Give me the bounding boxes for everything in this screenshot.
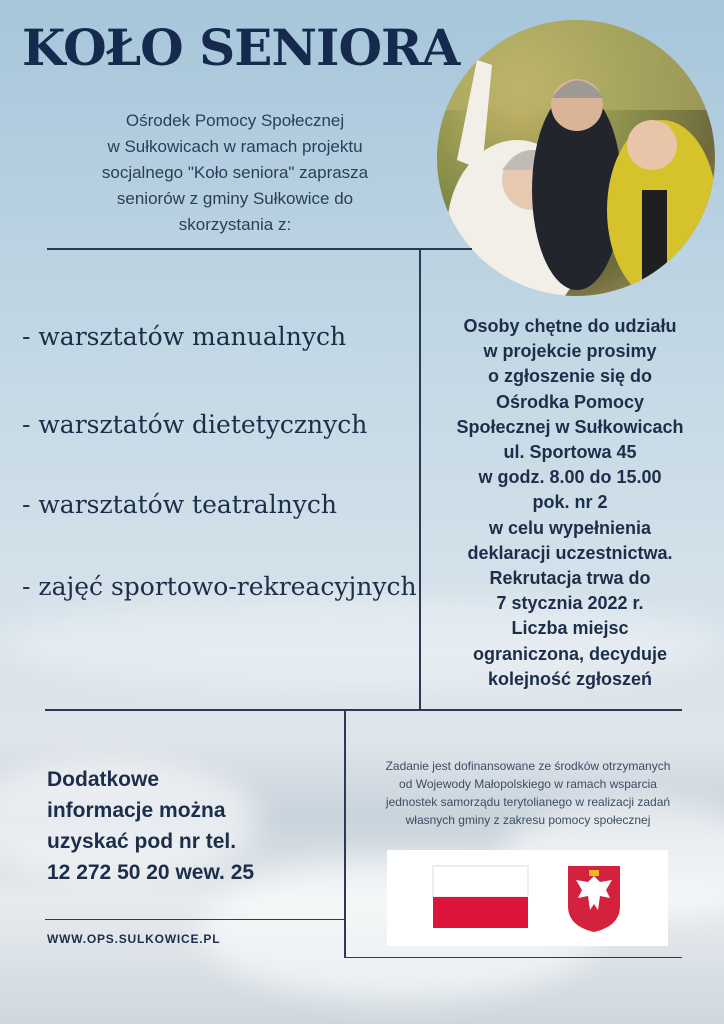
- divider: [45, 919, 345, 920]
- registration-line: ul. Sportowa 45: [503, 442, 637, 463]
- registration-line: pok. nr 2: [532, 492, 608, 513]
- divider: [419, 249, 421, 710]
- divider: [47, 248, 472, 250]
- activity-item: - warsztatów teatralnych: [22, 490, 338, 519]
- registration-line: Społecznej w Sułkowicach: [456, 416, 684, 437]
- intro-line: seniorów z gminy Sułkowice do: [116, 189, 354, 208]
- registration-line: Ośrodka Pomocy: [495, 391, 645, 412]
- contact-line: uzyskać pod nr tel.: [47, 830, 237, 853]
- national-symbols: [387, 850, 668, 946]
- funding-line: jednostek samorządu terytolianego w realizacji zadań: [385, 795, 671, 809]
- intro-line: socjalnego "Koło seniora" zaprasza: [101, 163, 369, 182]
- divider: [45, 709, 682, 711]
- registration-line: w celu wypełnienia: [488, 517, 652, 538]
- website-link[interactable]: WWW.OPS.SULKOWICE.PL: [47, 932, 221, 946]
- funding-note: [356, 757, 700, 829]
- funding-line: własnych gminy z zakresu pomocy społecznej: [405, 813, 651, 827]
- contact-line: Dodatkowe: [47, 768, 160, 791]
- intro-text: [70, 108, 400, 238]
- seniors-photo: [437, 20, 715, 296]
- phone-number: 12 272 50 20 wew. 25: [47, 861, 255, 884]
- divider: [345, 957, 682, 958]
- registration-line: ograniczona, decyduje: [472, 643, 668, 664]
- registration-line: deklaracji uczestnictwa.: [467, 542, 673, 563]
- funding-line: Zadanie jest dofinansowane ze środków otrzymanych: [385, 759, 671, 773]
- funding-line: od Wojewody Małopolskiego w ramach wsparcia: [399, 777, 657, 791]
- registration-info: [432, 314, 708, 692]
- registration-line: 7 stycznia 2022 r.: [496, 593, 644, 614]
- polish-flag-icon: [433, 866, 528, 928]
- poster-title: KOŁO SENIORA: [22, 18, 460, 77]
- intro-line: skorzystania z:: [178, 215, 292, 234]
- activity-item: - zajęć sportowo-rekreacyjnych: [22, 572, 417, 601]
- contact-line: informacje można: [47, 799, 226, 822]
- registration-line: Liczba miejsc: [511, 618, 629, 639]
- registration-line: o zgłoszenie się do: [487, 366, 653, 387]
- intro-line: Ośrodek Pomocy Społecznej: [125, 111, 345, 130]
- polish-eagle-emblem-icon: [568, 866, 620, 932]
- registration-line: w projekcie prosimy: [483, 341, 657, 362]
- registration-line: kolejność zgłoszeń: [487, 668, 653, 689]
- activity-item: - warsztatów dietetycznych: [22, 410, 368, 439]
- activity-item: - warsztatów manualnych: [22, 322, 347, 351]
- registration-line: w godz. 8.00 do 15.00: [478, 467, 662, 488]
- contact-info: [47, 764, 254, 888]
- divider: [344, 710, 346, 958]
- registration-line: Rekrutacja trwa do: [489, 568, 651, 589]
- intro-line: w Sułkowicach w ramach projektu: [107, 137, 363, 156]
- registration-line: Osoby chętne do udziału: [463, 316, 677, 336]
